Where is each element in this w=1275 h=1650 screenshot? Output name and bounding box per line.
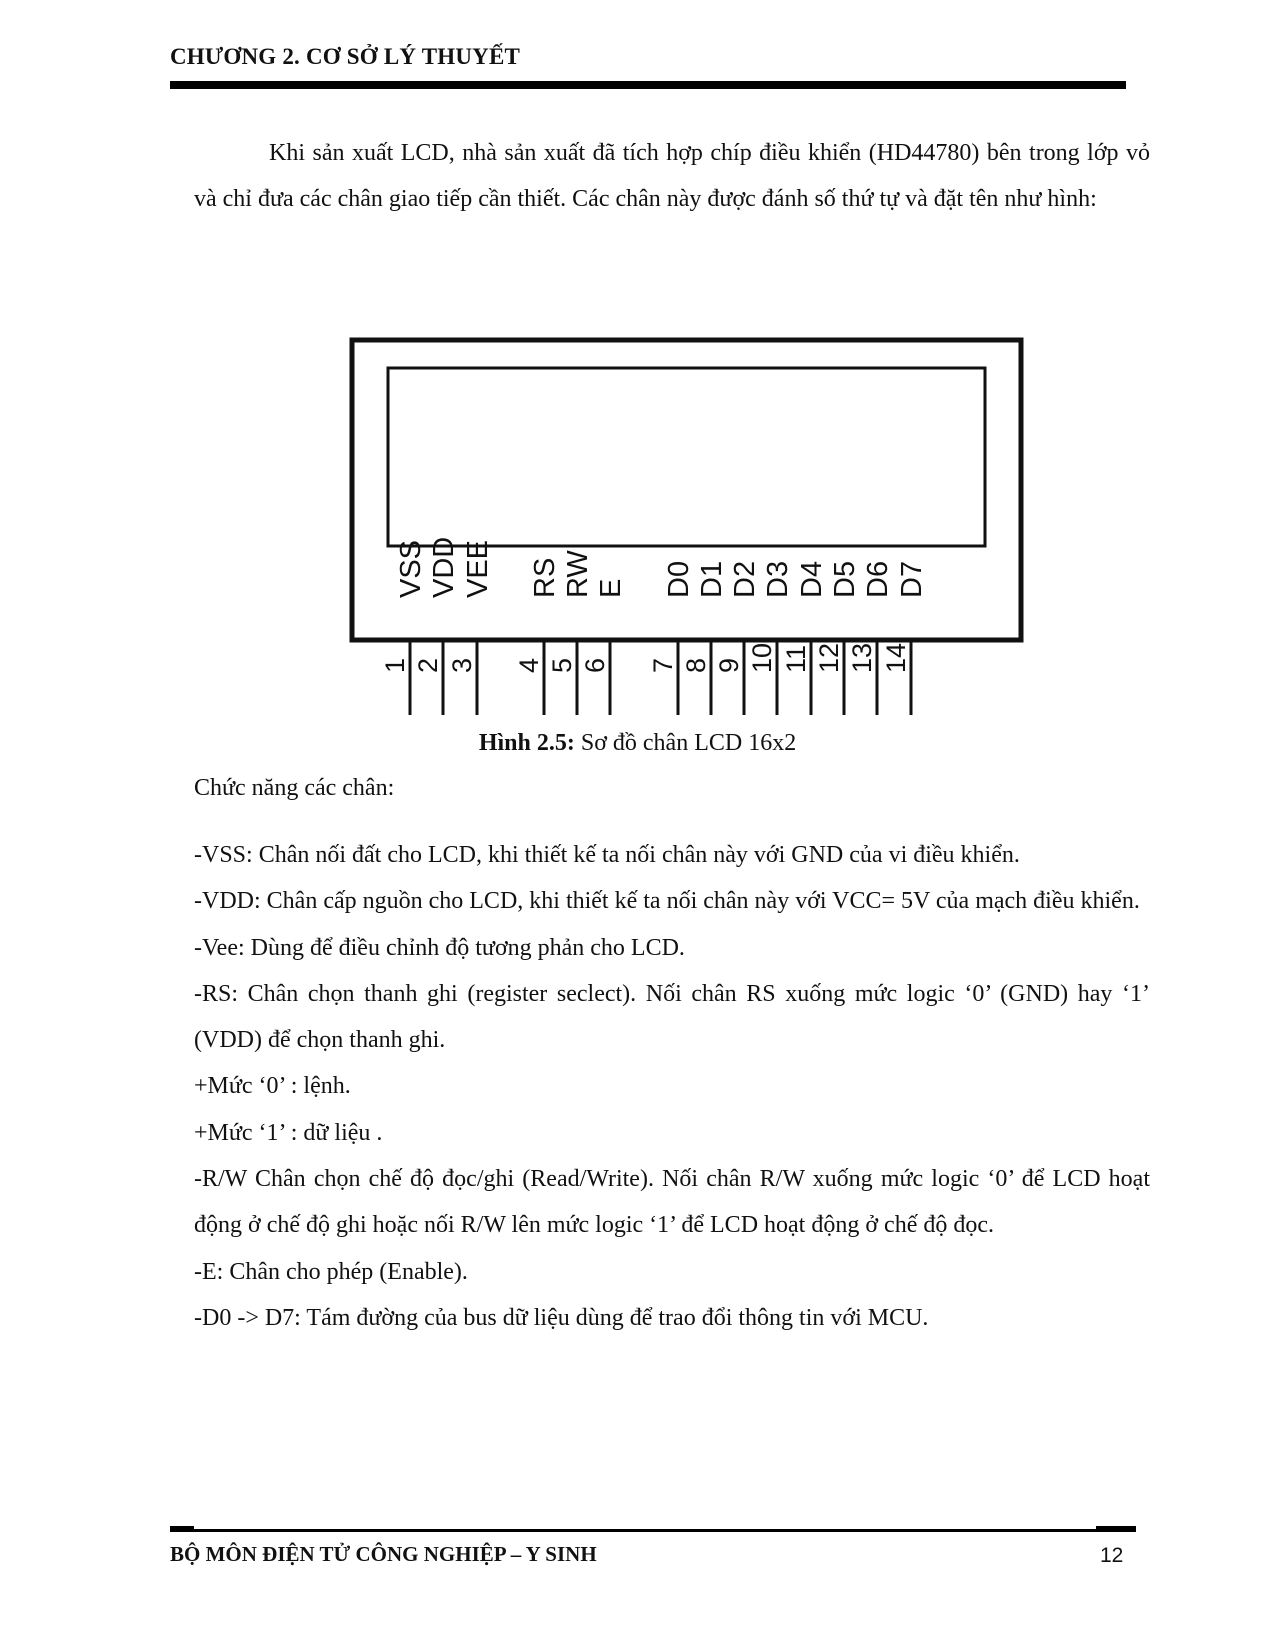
footer-rule: [170, 1529, 1136, 1532]
pin-description-vdd: -VDD: Chân cấp nguồn cho LCD, khi thiết kế ta nối chân này với VCC= 5V của mạch điều khiển.: [194, 888, 1140, 915]
chapter-title: CHƯƠNG 2. CƠ SỞ LÝ THUYẾT: [170, 44, 521, 69]
pin-label-14: D7: [896, 560, 928, 598]
pin-number-14: 14: [881, 642, 911, 673]
pin-label-9: D2: [729, 560, 761, 598]
header-rule: [170, 81, 1126, 89]
pin-number-3: 3: [447, 657, 477, 673]
pin-number-8: 8: [681, 657, 711, 673]
pin-description-rs: -RS: Chân chọn thanh ghi (register seclect). Nối chân RS xuống mức logic ‘0’ (GND) hay ‘1’ (VDD) để chọn thanh ghi.: [194, 980, 1150, 1054]
figure-caption-text: Sơ đồ chân LCD 16x2: [574, 730, 797, 756]
pin-description-rs-level-0: +Mức ‘0’ : lệnh.: [194, 1073, 351, 1100]
pin-description-data-bus: -D0 -> D7: Tám đường của bus dữ liệu dùng để trao đổi thông tin với MCU.: [194, 1304, 929, 1331]
pin-label-1: VSS: [395, 539, 427, 598]
pin-description-rs-level-1: +Mức ‘1’ : dữ liệu .: [194, 1119, 383, 1146]
pin-description-rw: -R/W Chân chọn chế độ đọc/ghi (Read/Write). Nối chân R/W xuống mức logic ‘0’ để LCD hoạt động ở chế độ ghi hoặc nối R/W lên mức logic ‘1’ để LCD hoạt động ở chế độ đọc.: [194, 1166, 1150, 1239]
pin-number-7: 7: [648, 657, 678, 673]
pin-label-6: E: [595, 578, 627, 598]
pin-label-13: D6: [862, 560, 894, 598]
pin-number-1: 1: [380, 657, 410, 673]
figure-caption-prefix: Hình 2.5:: [478, 730, 575, 756]
lcd-pin-diagram: [340, 330, 1060, 720]
pin-label-11: D4: [796, 560, 828, 598]
pin-label-10: D3: [762, 560, 794, 598]
page-number: 12: [1100, 1544, 1124, 1567]
pin-number-13: 13: [847, 642, 877, 673]
intro-paragraph: Khi sản xuất LCD, nhà sản xuất đã tích hợp chíp điều khiển (HD44780) bên trong lớp vỏ và chỉ đưa các chân giao tiếp cần thiết. Các chân này được đánh số thứ tự và đặt tên như hình:: [194, 140, 1150, 212]
pin-number-10: 10: [747, 642, 777, 673]
pin-description-e: -E: Chân cho phép (Enable).: [194, 1258, 468, 1285]
pin-description-list: [194, 832, 1150, 1341]
section-label: Chức năng các chân:: [194, 775, 395, 801]
pin-number-9: 9: [714, 657, 744, 673]
pin-label-7: D0: [663, 560, 695, 598]
footer-department: BỘ MÔN ĐIỆN TỬ CÔNG NGHIỆP – Y SINH: [170, 1542, 597, 1566]
pin-label-12: D5: [829, 560, 861, 598]
pin-description-vee: -Vee: Dùng để điều chỉnh độ tương phản cho LCD.: [194, 934, 685, 961]
pin-label-4: RS: [529, 557, 561, 598]
pin-number-4: 4: [514, 657, 544, 673]
pin-number-12: 12: [814, 642, 844, 673]
pin-label-8: D1: [696, 560, 728, 598]
pin-label-5: RW: [562, 550, 594, 598]
pin-description-vss: -VSS: Chân nối đất cho LCD, khi thiết kế ta nối chân này với GND của vi điều khiển.: [194, 842, 1020, 868]
pin-number-6: 6: [580, 657, 610, 673]
figure-caption: [0, 730, 1275, 757]
lcd-screen-area: [388, 368, 985, 546]
footer-rule-accent-right: [1096, 1526, 1136, 1531]
pin-number-11: 11: [781, 644, 811, 673]
pin-label-2: VDD: [428, 536, 460, 598]
pin-number-2: 2: [413, 657, 443, 673]
pin-label-3: VEE: [462, 539, 494, 598]
pin-number-5: 5: [547, 657, 577, 673]
